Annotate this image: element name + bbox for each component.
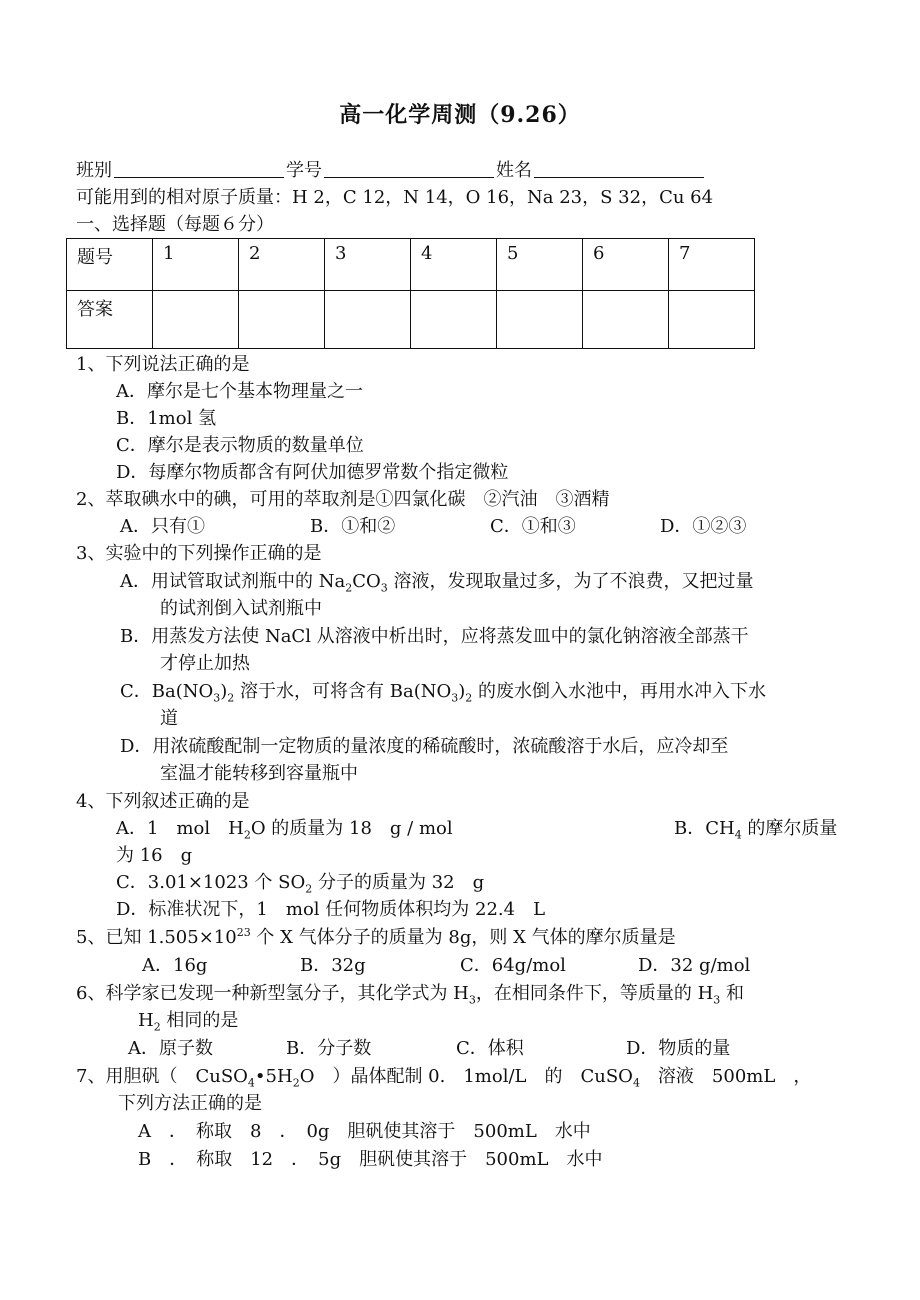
subscript: 2 bbox=[305, 882, 313, 896]
answer-cell[interactable] bbox=[497, 291, 583, 349]
subscript: 3 bbox=[713, 993, 721, 1007]
question-7-stem-line1 bbox=[76, 1064, 811, 1090]
text-run: CO bbox=[352, 571, 381, 592]
section-heading: 一、选择题（每题６分） bbox=[76, 214, 274, 235]
class-label: 班别 bbox=[76, 160, 112, 181]
answer-cell[interactable] bbox=[411, 291, 497, 349]
question-3-option-d-line1: D．用浓硫酸配制一定物质的量浓度的稀硫酸时，浓硫酸溶于水后，应冷却至 bbox=[120, 736, 729, 757]
text-run: 溶液 500mL ， bbox=[639, 1066, 812, 1087]
question-7-stem-line2: 下列方法正确的是 bbox=[118, 1093, 262, 1114]
question-3-option-a-line2: 的试剂倒入试剂瓶中 bbox=[160, 598, 322, 619]
subscript: 2 bbox=[153, 1020, 161, 1034]
text-run: 分子的质量为 32 g bbox=[312, 872, 485, 893]
question-6-option-c: C．体积 bbox=[456, 1038, 524, 1059]
subscript: 2 bbox=[243, 828, 251, 842]
question-3-option-b-line2: 才停止加热 bbox=[160, 653, 250, 674]
text-run: B．CH bbox=[674, 818, 735, 839]
text-run: 的摩尔质量 bbox=[741, 818, 838, 839]
answer-cell[interactable] bbox=[669, 291, 755, 349]
question-3-stem: 3、实验中的下列操作正确的是 bbox=[76, 543, 322, 564]
table-cell-number: 6 bbox=[583, 239, 669, 291]
question-2-stem: 2、萃取碘水中的碘，可用的萃取剂是①四氯化碳 ②汽油 ③酒精 bbox=[76, 489, 610, 510]
subscript: 4 bbox=[632, 1076, 640, 1090]
subscript: 3 bbox=[451, 691, 459, 705]
answer-table-answer-row bbox=[67, 291, 755, 349]
answer-cell[interactable] bbox=[239, 291, 325, 349]
question-6-option-a: A．原子数 bbox=[128, 1038, 213, 1059]
text-run: 个 X 气体分子的质量为 8g，则 X 气体的摩尔质量是 bbox=[250, 927, 676, 948]
text-run: 溶于水，可将含有 Ba(NO bbox=[234, 681, 452, 702]
table-cell-number: 2 bbox=[239, 239, 325, 291]
text-run: 和 bbox=[720, 983, 745, 1004]
question-4-option-b-cont: 为 16 g bbox=[116, 845, 193, 866]
question-3-option-b-line1: B．用蒸发方法使 NaCl 从溶液中析出时，应将蒸发皿中的氯化钠溶液全部蒸干 bbox=[120, 626, 749, 647]
question-6-stem-line1 bbox=[76, 981, 744, 1007]
subscript: 4 bbox=[247, 1076, 255, 1090]
subscript: 2 bbox=[292, 1076, 300, 1090]
answer-cell[interactable] bbox=[583, 291, 669, 349]
text-run: C．Ba(NO bbox=[120, 681, 214, 702]
atomic-mass-line: 可能用到的相对原子质量：H 2，C 12，N 14，O 16，Na 23，S 32，Cu 64 bbox=[76, 187, 714, 208]
question-1-option-b: B．1mol 氢 bbox=[116, 408, 217, 429]
subscript: 2 bbox=[227, 691, 235, 705]
answer-cell[interactable] bbox=[325, 291, 411, 349]
table-cell-number: 3 bbox=[325, 239, 411, 291]
subscript: 4 bbox=[734, 828, 742, 842]
subscript: 2 bbox=[465, 691, 473, 705]
question-7-option-b: B ． 称取 12 ． 5g 胆矾使其溶于 500mL 水中 bbox=[138, 1149, 603, 1170]
text-run: A．1 mol H bbox=[116, 818, 244, 839]
question-6-option-d: D．物质的量 bbox=[626, 1038, 731, 1059]
text-run: O ）晶体配制 0. 1mol/L 的 CuSO bbox=[299, 1066, 633, 1087]
subscript: 3 bbox=[213, 691, 221, 705]
question-4-option-d: D．标准状况下，1 mol 任何物质体积均为 22.4 L bbox=[116, 899, 546, 920]
text-run: 相同的是 bbox=[160, 1010, 239, 1031]
question-4-option-a bbox=[116, 816, 453, 842]
class-blank bbox=[114, 159, 284, 178]
text-run: 溶液，发现取量过多，为了不浪费，又把过量 bbox=[387, 571, 754, 592]
table-cell-number: 1 bbox=[153, 239, 239, 291]
question-2-option-c: C．①和③ bbox=[490, 516, 576, 537]
table-cell-number: 4 bbox=[411, 239, 497, 291]
name-label: 姓名 bbox=[496, 160, 532, 181]
question-3-option-a-line1 bbox=[120, 569, 753, 595]
name-blank bbox=[534, 159, 704, 178]
text-run: 5、已知 1.505×10 bbox=[76, 927, 237, 948]
question-2-option-b: B．①和② bbox=[310, 516, 396, 537]
question-5-option-d: D．32 g/mol bbox=[638, 955, 751, 976]
text-run: O 的质量为 18 g / mol bbox=[250, 818, 453, 839]
student-no-blank bbox=[324, 159, 494, 178]
answer-table-number-row bbox=[67, 239, 755, 291]
text-run: H bbox=[138, 1010, 154, 1031]
question-3-option-c-line1 bbox=[120, 679, 766, 705]
table-cell-label: 题号 bbox=[67, 239, 153, 291]
text-run: •5H bbox=[254, 1066, 293, 1087]
question-4-stem: 4、下列叙述正确的是 bbox=[76, 791, 250, 812]
question-2-option-a: A．只有① bbox=[120, 516, 205, 537]
text-run: C．3.01×1023 个 SO bbox=[116, 872, 306, 893]
table-cell-number: 5 bbox=[497, 239, 583, 291]
question-2-option-d: D．①②③ bbox=[660, 516, 747, 537]
question-1-option-c: C．摩尔是表示物质的数量单位 bbox=[116, 435, 364, 456]
question-1-stem: 1、下列说法正确的是 bbox=[76, 354, 250, 375]
table-cell-number: 7 bbox=[669, 239, 755, 291]
text-run: 的废水倒入水池中，再用水冲入下水 bbox=[472, 681, 766, 702]
text-run: 6、科学家已发现一种新型氢分子，其化学式为 H bbox=[76, 983, 469, 1004]
question-3-option-c-line2: 道 bbox=[160, 708, 178, 729]
answer-table bbox=[66, 238, 755, 349]
text-run: A．用试管取试剂瓶中的 Na bbox=[120, 571, 346, 592]
question-4-option-c bbox=[116, 870, 484, 896]
question-3-option-d-line2: 室温才能转移到容量瓶中 bbox=[160, 763, 358, 784]
question-5-option-a: A．16g bbox=[142, 955, 208, 976]
text-run: ) bbox=[220, 681, 228, 702]
table-cell-label: 答案 bbox=[67, 291, 153, 349]
subscript: 3 bbox=[468, 993, 476, 1007]
question-6-option-b: B．分子数 bbox=[286, 1038, 372, 1059]
answer-cell[interactable] bbox=[153, 291, 239, 349]
superscript: 23 bbox=[236, 926, 251, 939]
question-7-option-a: A ． 称取 8 ． 0g 胆矾使其溶于 500mL 水中 bbox=[138, 1121, 591, 1142]
question-1-option-d: D．每摩尔物质都含有阿伏加德罗常数个指定微粒 bbox=[116, 462, 509, 483]
text-run: ，在相同条件下，等质量的 H bbox=[475, 983, 714, 1004]
subscript: 2 bbox=[345, 581, 353, 595]
question-5-option-b: B．32g bbox=[300, 955, 366, 976]
student-info-line bbox=[76, 158, 706, 184]
page-title: 高一化学周测（9.26） bbox=[339, 102, 581, 128]
question-5-option-c: C．64g/mol bbox=[460, 955, 566, 976]
text-run: ) bbox=[458, 681, 466, 702]
question-1-option-a: A．摩尔是七个基本物理量之一 bbox=[116, 381, 363, 402]
student-no-label: 学号 bbox=[286, 160, 322, 181]
question-6-stem-line2 bbox=[138, 1008, 238, 1034]
question-4-option-b bbox=[674, 816, 837, 842]
text-run: 7、用胆矾（ CuSO bbox=[76, 1066, 248, 1087]
question-5-stem bbox=[76, 925, 676, 951]
subscript: 3 bbox=[380, 581, 388, 595]
